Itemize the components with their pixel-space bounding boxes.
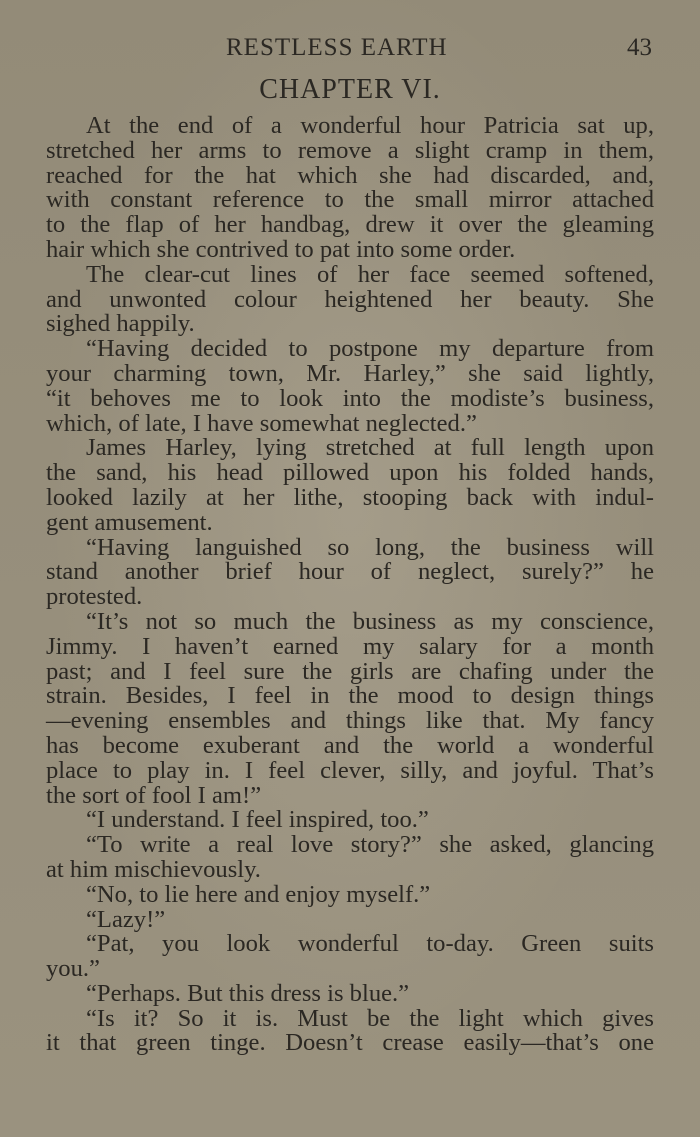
- chapter-title: CHAPTER VI.: [259, 74, 441, 105]
- text-line: the sand, his head pillowed upon his folded hands,: [46, 459, 654, 487]
- text-line: “Lazy!”: [86, 905, 166, 933]
- text-line: which, of late, I have somewhat neglected.”: [46, 409, 477, 437]
- text-line: you.”: [46, 955, 100, 983]
- text-line: your charming town, Mr. Harley,” she said lightly,: [46, 359, 654, 387]
- text-line: gent amusement.: [46, 508, 213, 536]
- text-line: “Pat, you look wonderful to-day. Green suits: [86, 930, 654, 958]
- text-line: “To write a real love story?” she asked, glancing: [86, 831, 654, 859]
- text-line: “It’s not so much the business as my conscience,: [86, 607, 654, 635]
- text-line: to the flap of her handbag, drew it over the gleaming: [46, 211, 654, 239]
- text-line: looked lazily at her lithe, stooping back with indul-: [46, 483, 654, 511]
- text-line: sighed happily.: [46, 310, 195, 338]
- text-line: “No, to lie here and enjoy myself.”: [86, 880, 431, 908]
- page-header: [0, 30, 700, 66]
- text-line: “Having languished so long, the business will: [86, 533, 654, 561]
- text-line: —evening ensembles and things like that. My fancy: [46, 707, 654, 735]
- body-text: [46, 114, 654, 1056]
- text-line: strain. Besides, I feel in the mood to design things: [46, 682, 654, 710]
- text-line: “I understand. I feel inspired, too.”: [86, 806, 429, 834]
- text-line: reached for the hat which she had discarded, and,: [46, 161, 654, 189]
- text-line: stand another brief hour of neglect, surely?” he: [46, 558, 654, 586]
- text-line: “Is it? So it is. Must be the light which gives: [86, 1004, 654, 1032]
- text-line: stretched her arms to remove a slight cramp in them,: [46, 136, 654, 164]
- text-line: Jimmy. I haven’t earned my salary for a month: [46, 632, 654, 660]
- text-line: The clear-cut lines of her face seemed softened,: [86, 260, 654, 288]
- text-line: at him mischievously.: [46, 855, 261, 883]
- running-head: RESTLESS EARTH: [226, 34, 448, 61]
- text-line: “Having decided to postpone my departure from: [86, 335, 654, 363]
- text-line: “Perhaps. But this dress is blue.”: [86, 979, 410, 1007]
- text-line: place to play in. I feel clever, silly, and joyful. That’s: [46, 756, 654, 784]
- text-line: protested.: [46, 583, 143, 611]
- text-line: has become exuberant and the world a wonderful: [46, 731, 654, 759]
- text-line: past; and I feel sure the girls are chafing under the: [46, 657, 654, 685]
- text-line: with constant reference to the small mirror attached: [46, 186, 654, 214]
- text-line: hair which she contrived to pat into some order.: [46, 235, 516, 263]
- page-number: 43: [627, 34, 652, 61]
- text-line: James Harley, lying stretched at full length upon: [86, 434, 654, 462]
- text-line: it that green tinge. Doesn’t crease easily—that’s one: [46, 1029, 654, 1057]
- text-line: the sort of fool I am!”: [46, 781, 262, 809]
- text-line: and unwonted colour heightened her beauty. She: [46, 285, 654, 313]
- text-line: At the end of a wonderful hour Patricia sat up,: [86, 112, 654, 139]
- text-line: “it behoves me to look into the modiste’s business,: [46, 384, 654, 412]
